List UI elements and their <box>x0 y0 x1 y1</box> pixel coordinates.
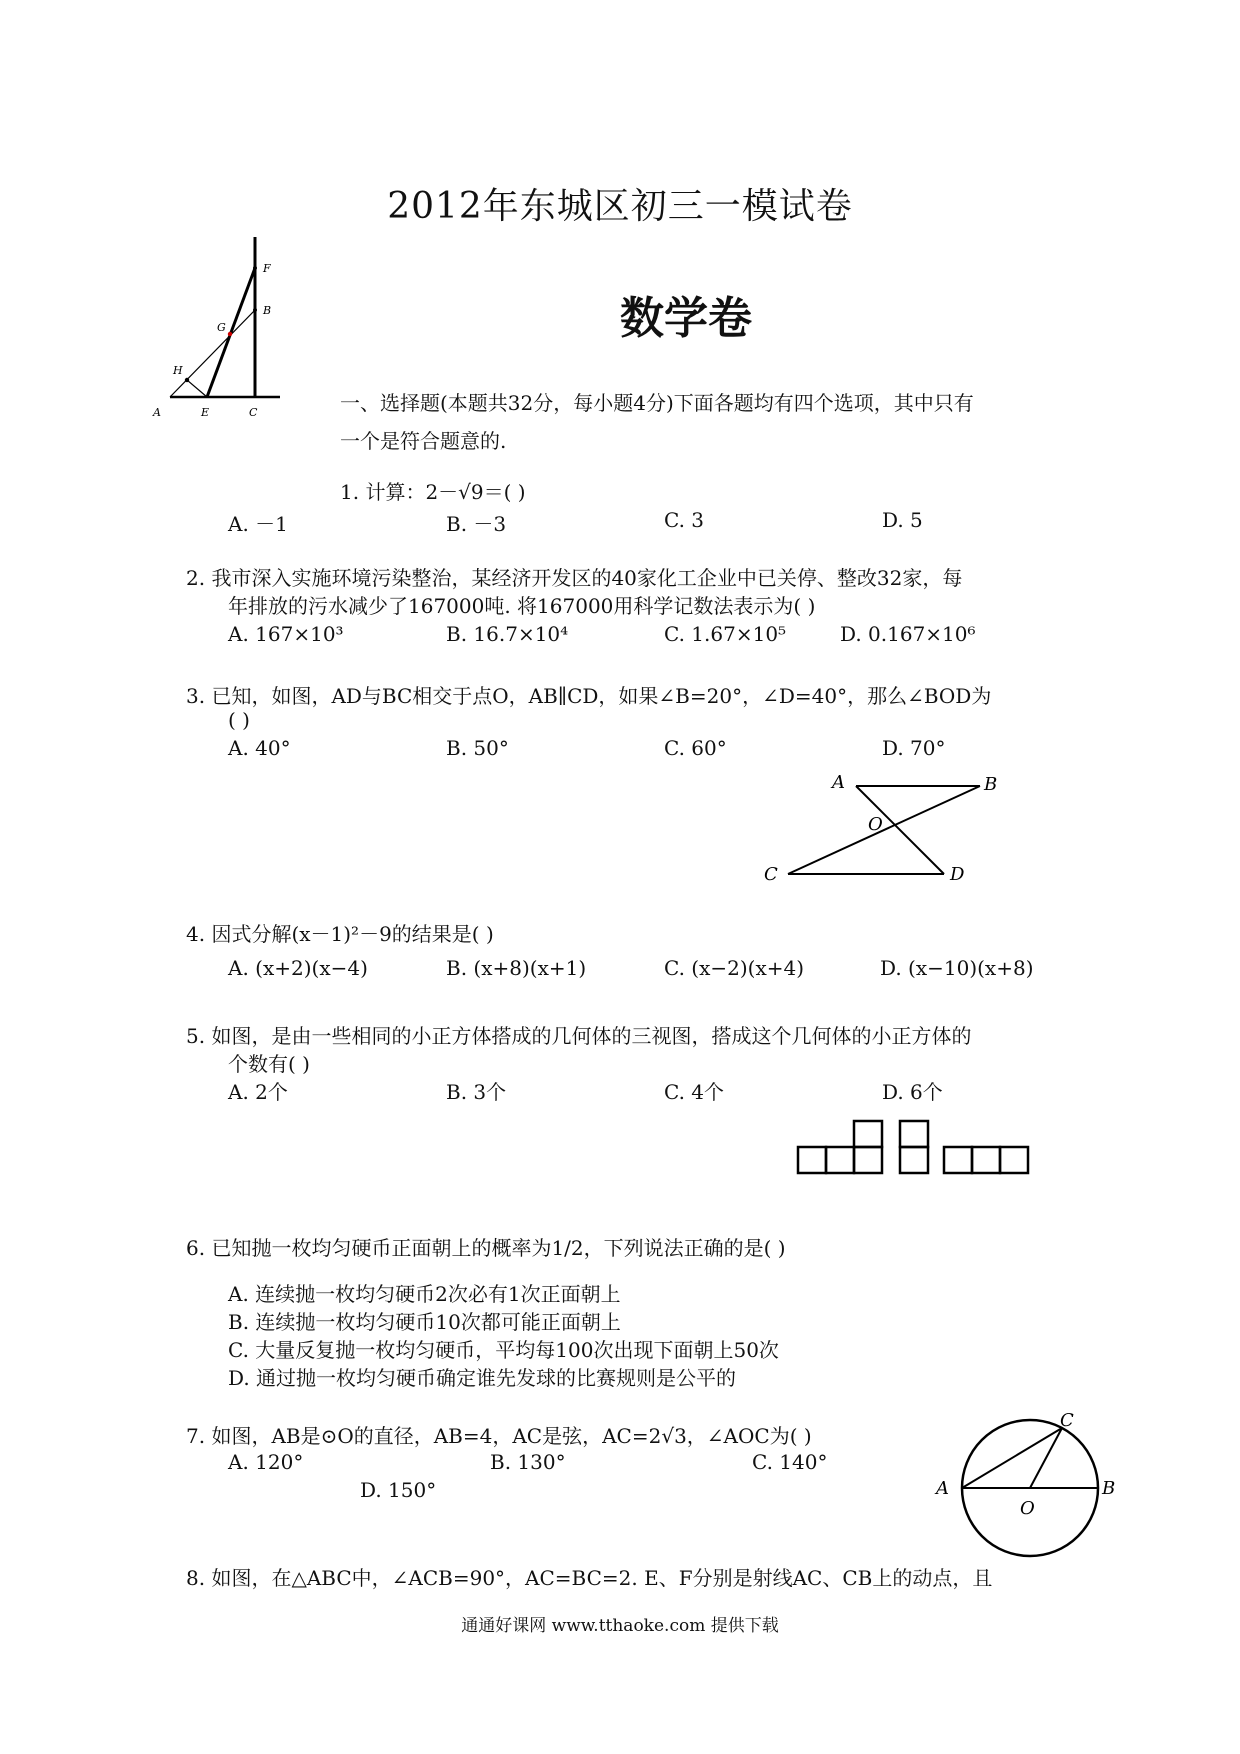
q7-stem: 7. 如图，AB是⊙O的直径，AB=4，AC是弦，AC=2√3，∠AOC为( ) <box>186 1424 812 1448</box>
q3-stem-line1: 3. 已知，如图，AD与BC相交于点O，AB∥CD，如果∠B=20°，∠D=40°，那么∠BOD为 <box>186 684 992 708</box>
q3-option-c: C. 60° <box>664 736 727 760</box>
figure-q3 <box>748 772 998 892</box>
label-E: E <box>201 406 210 419</box>
q7-option-c: C. 140° <box>752 1450 828 1474</box>
figure-q7-circle <box>920 1410 1120 1560</box>
q7-option-a: A. 120° <box>228 1450 304 1474</box>
q5-stem-line1: 5. 如图，是由一些相同的小正方体搭成的几何体的三视图，搭成这个几何体的小正方体的 <box>186 1024 972 1048</box>
label-G: G <box>217 321 226 334</box>
section-heading-line2: 一个是符合题意的. <box>340 429 507 453</box>
section-heading-line1: 一、选择题(本题共32分，每小题4分)下面各题均有四个选项，其中只有 <box>340 391 974 415</box>
q2-stem-line1: 2. 我市深入实施环境污染整治，某经济开发区的40家化工企业中已关停、整改32家，每 <box>186 566 963 590</box>
q2-option-b: B. 16.7×10⁴ <box>446 622 569 646</box>
q7-option-d: D. 150° <box>360 1478 437 1502</box>
q1-stem: 1. 计算：2－√9＝( ) <box>340 480 526 504</box>
q1-option-d: D. 5 <box>882 508 923 532</box>
q1-option-c: C. 3 <box>664 508 705 532</box>
page-title: 2012年东城区初三一模试卷 <box>387 186 853 227</box>
q8-stem: 8. 如图，在△ABC中，∠ACB=90°，AC=BC=2. E、F分别是射线AC、CB上的动点，且 <box>186 1566 993 1590</box>
q4-option-c: C. (x−2)(x+4) <box>664 956 805 980</box>
paper-subtitle: 数学卷 <box>620 293 752 344</box>
q1-option-b: B. －3 <box>446 512 507 536</box>
q6-option-b: B. 连续抛一枚均匀硬币10次都可能正面朝上 <box>228 1310 621 1334</box>
q3-label-B: B <box>984 774 998 795</box>
q3-label-A: A <box>832 772 845 793</box>
label-B: B <box>263 304 272 317</box>
q2-option-d: D. 0.167×10⁶ <box>840 622 976 646</box>
section-heading <box>340 384 1060 460</box>
q3-option-b: B. 50° <box>446 736 509 760</box>
q2-stem-line2: 年排放的污水减少了167000吨. 将167000用科学记数法表示为( ) <box>228 594 816 618</box>
q3-option-a: A. 40° <box>228 736 291 760</box>
q2-option-a: A. 167×10³ <box>228 622 344 646</box>
q4-option-a: A. (x+2)(x−4) <box>228 956 368 980</box>
q3-label-D: D <box>950 864 965 885</box>
q5-option-d: D. 6个 <box>882 1080 943 1104</box>
q1-option-a: A. －1 <box>228 512 288 536</box>
q7-label-A: A <box>936 1478 949 1499</box>
q2-option-c: C. 1.67×10⁵ <box>664 622 787 646</box>
q4-option-d: D. (x−10)(x+8) <box>880 956 1034 980</box>
q3-label-O: O <box>868 814 883 835</box>
q5-option-a: A. 2个 <box>228 1080 288 1104</box>
q6-option-d: D. 通过抛一枚均匀硬币确定谁先发球的比赛规则是公平的 <box>228 1366 737 1390</box>
q6-option-c: C. 大量反复抛一枚均匀硬币，平均每100次出现下面朝上50次 <box>228 1338 779 1362</box>
q4-stem: 4. 因式分解(x－1)²－9的结果是( ) <box>186 922 494 946</box>
label-H: H <box>173 364 183 377</box>
q4-option-b: B. (x+8)(x+1) <box>446 956 587 980</box>
q3-option-d: D. 70° <box>882 736 946 760</box>
q7-option-b: B. 130° <box>490 1450 566 1474</box>
q7-label-B: B <box>1102 1478 1116 1499</box>
figure-three-views <box>790 1115 1030 1177</box>
q5-option-c: C. 4个 <box>664 1080 725 1104</box>
q5-stem-line2: 个数有( ) <box>228 1052 310 1076</box>
q6-stem: 6. 已知抛一枚均匀硬币正面朝上的概率为1/2，下列说法正确的是( ) <box>186 1236 786 1260</box>
q6-option-a: A. 连续抛一枚均匀硬币2次必有1次正面朝上 <box>228 1282 621 1306</box>
figure-ladder <box>153 232 295 432</box>
page-footer: 通通好课网 www.tthaoke.com 提供下载 <box>461 1616 779 1636</box>
label-F: F <box>263 262 271 275</box>
q3-label-C: C <box>764 864 778 885</box>
q3-stem-line2: ( ) <box>228 708 250 732</box>
q5-option-b: B. 3个 <box>446 1080 507 1104</box>
q7-label-C: C <box>1060 1410 1074 1431</box>
label-A: A <box>153 406 161 419</box>
label-C: C <box>249 406 258 419</box>
q7-label-O: O <box>1020 1498 1035 1519</box>
